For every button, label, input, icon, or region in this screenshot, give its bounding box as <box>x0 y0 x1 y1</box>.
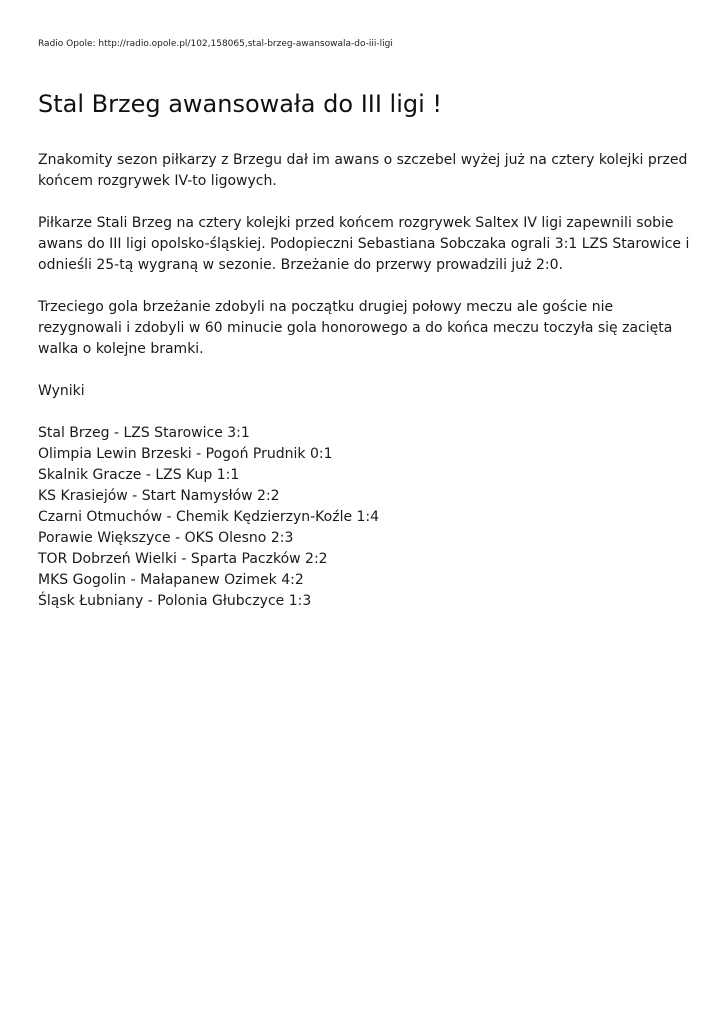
source-url-line: Radio Opole: http://radio.opole.pl/102,158065,stal-brzeg-awansowala-do-iii-ligi <box>38 39 393 49</box>
result-item: TOR Dobrzeń Wielki - Sparta Paczków 2:2 <box>38 551 328 567</box>
result-item: Skalnik Gracze - LZS Kup 1:1 <box>38 467 240 483</box>
result-item: Olimpia Lewin Brzeski - Pogoń Prudnik 0:1 <box>38 446 333 462</box>
results-heading: Wyniki <box>38 383 85 399</box>
article-paragraph-3: Trzeciego gola brzeżanie zdobyli na początku drugiej połowy meczu ale goście nie rezygnowali i zdobyli w 60 minucie gola honorowego a do końca meczu toczyła się zacięta walka o kolejne bramki. <box>38 299 673 357</box>
result-item: Porawie Większyce - OKS Olesno 2:3 <box>38 530 294 546</box>
results-list <box>38 423 698 612</box>
result-item: Stal Brzeg - LZS Starowice 3:1 <box>38 425 250 441</box>
article-paragraph-lead: Znakomity sezon piłkarzy z Brzegu dał im awans o szczebel wyżej już na cztery kolejki przed końcem rozgrywek IV-to ligowych. <box>38 152 688 189</box>
result-item: Czarni Otmuchów - Chemik Kędzierzyn-Koźle 1:4 <box>38 509 380 525</box>
result-item: KS Krasiejów - Start Namysłów 2:2 <box>38 488 280 504</box>
article-paragraph-2: Piłkarze Stali Brzeg na cztery kolejki przed końcem rozgrywek Saltex IV ligi zapewnili sobie awans do III ligi opolsko-śląskiej. Podopieczni Sebastiana Sobczaka ograli 3:1 LZS Starowice i odnieśli 25-tą wygraną w sezonie. Brzeżanie do przerwy prowadzili już 2:0. <box>38 215 690 273</box>
result-item: MKS Gogolin - Małapanew Ozimek 4:2 <box>38 572 304 588</box>
article-title: Stal Brzeg awansowała do III ligi ! <box>38 90 443 118</box>
article-body <box>38 150 698 612</box>
result-item: Śląsk Łubniany - Polonia Głubczyce 1:3 <box>38 593 312 609</box>
